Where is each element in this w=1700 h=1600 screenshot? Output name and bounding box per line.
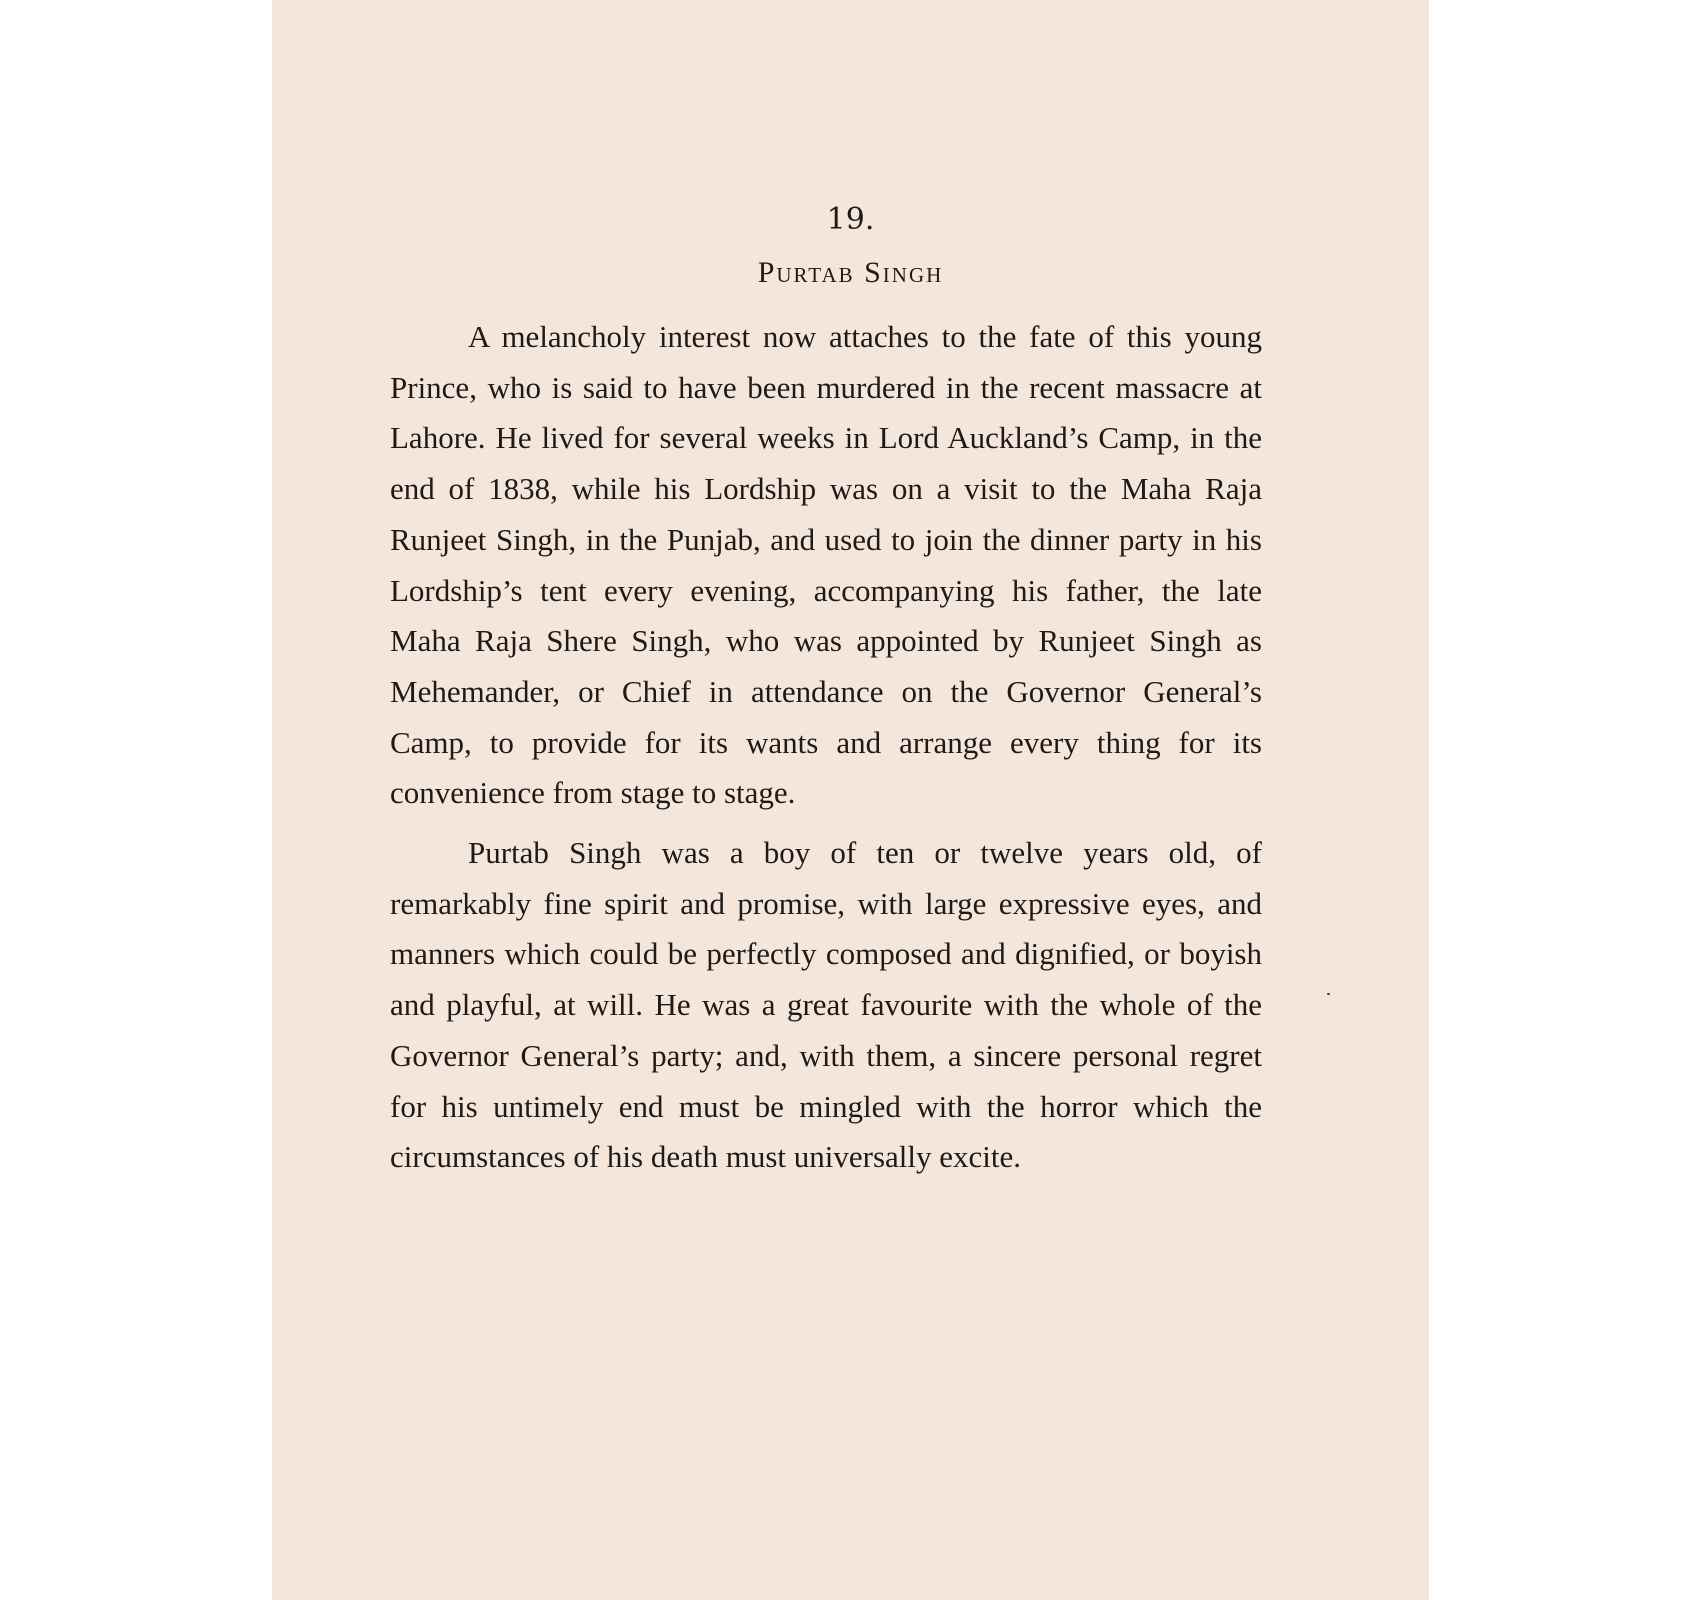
body-text [390, 312, 1262, 1183]
paragraph: Purtab Singh was a boy of ten or twelve years old, of remarkably fine spirit and promise, with large expressive eyes, and manners which could be perfectly composed and dignified, or boyish and playful, at will. He was a great favourite with the whole of the Governor General’s party; and, with them, a sincere personal regret for his untimely end must be mingled with the horror which the circumstances of his death must universally excite. [390, 835, 1262, 1175]
page-number: 19. [826, 202, 875, 237]
chapter-title: Purtab Singh [757, 256, 944, 289]
paper-speck [1327, 993, 1330, 995]
paragraph: A melancholy interest now attaches to the fate of this young Prince, who is said to have been murdered in the recent massacre at Lahore. He lived for several weeks in Lord Auckland’s Camp, in the end of 1838, while his Lordship was on a visit to the Maha Raja Runjeet Singh, in the Punjab, and used to join the dinner party in his Lordship’s tent every evening, accompanying his father, the late Maha Raja Shere Singh, who was appointed by Runjeet Singh as Mehemander, or Chief in attendance on the Governor General’s Camp, to provide for its wants and arrange every thing for its convenience from stage to stage. [390, 319, 1262, 811]
book-page [272, 0, 1429, 1600]
